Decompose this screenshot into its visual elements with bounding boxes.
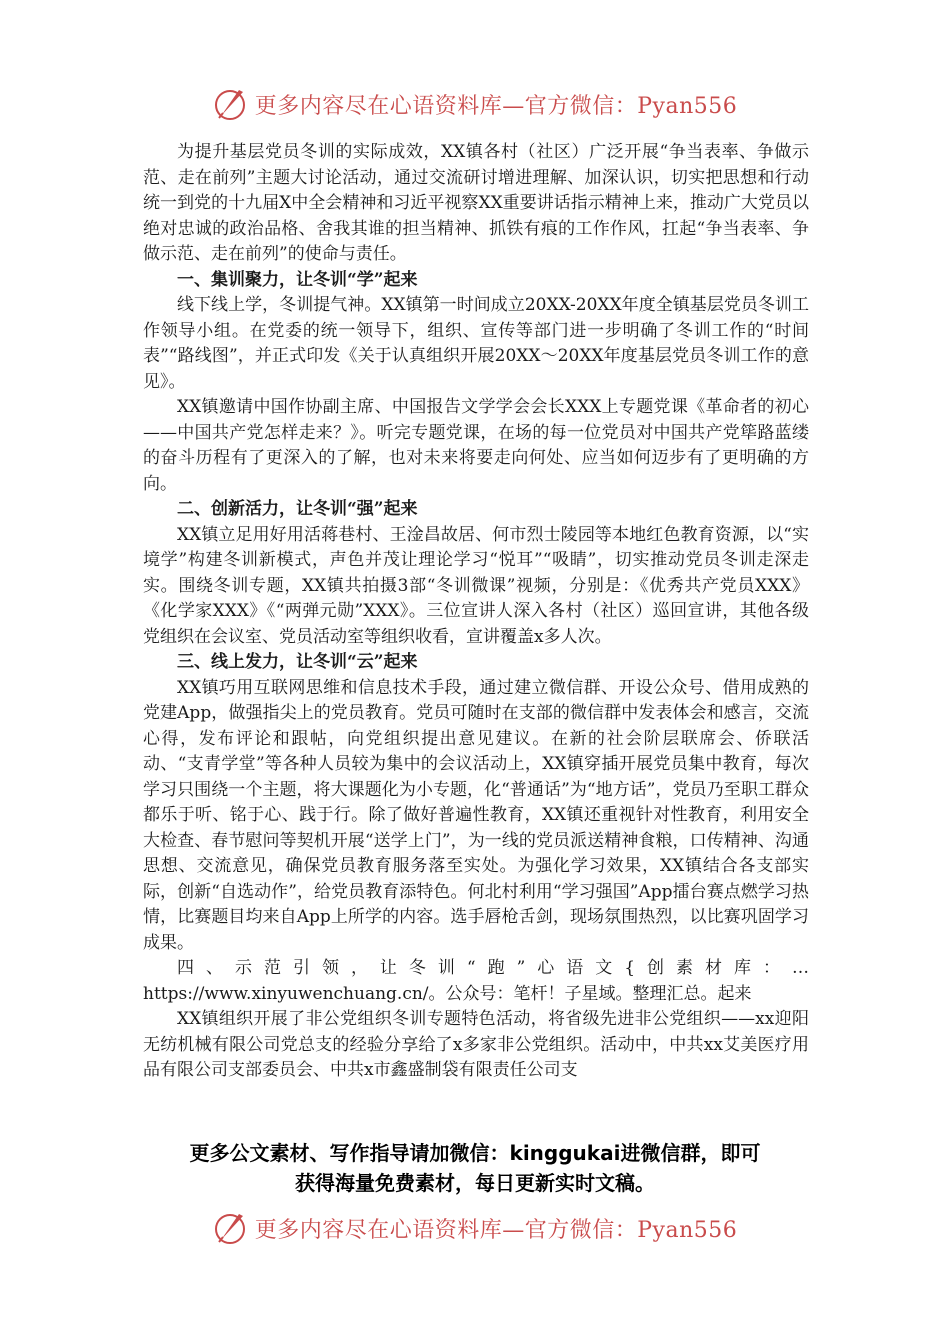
quill-pen-logo-icon	[213, 1210, 249, 1246]
header-banner-text: 更多内容尽在心语资料库—官方微信：Pyan556	[254, 93, 738, 119]
promo-line-2: 获得海量免费素材，每日更新实时文稿。	[295, 1171, 655, 1195]
section-heading-2: 二、创新活力，让冬训“强”起来	[177, 499, 418, 519]
paragraph: 线下线上学，冬训提气神。XX镇第一时间成立20XX-20XX年度全镇基层党员冬训工作领导小组。在党委的统一领导下，组织、宣传等部门进一步明确了冬训工作的“时间表”“路线图”，并正式印发《关于认真组织开展20XX～20XX年度基层党员冬训工作的意见》。	[143, 295, 809, 392]
promo-notice	[100, 1138, 850, 1198]
document-body	[143, 140, 809, 1084]
paragraph-intro: 为提升基层党员冬训的实际成效，XX镇各村（社区）广泛开展“争当表率、争做示范、走在前列”主题大讨论活动，通过交流研讨增进理解、加深认识，切实把思想和行动统一到党的十九届X中全会精神和习近平视察XX重要讲话指示精神上来，推动广大党员以绝对忠诚的政治品格、舍我其谁的担当精神、抓铁有痕的工作作风，扛起“争当表率、争做示范、走在前列”的使命与责任。	[143, 142, 809, 264]
paragraph: XX镇邀请中国作协副主席、中国报告文学学会会长XXX上专题党课《革命者的初心——中国共产党怎样走来？》。听完专题党课，在场的每一位党员对中国共产党筚路蓝缕的奋斗历程有了更深入的了解，也对未来将要走向何处、应当如何迈步有了更明确的方向。	[143, 397, 809, 494]
quill-pen-logo-icon	[213, 86, 249, 122]
promo-line-1: 更多公文素材、写作指导请加微信：kinggukai进微信群，即可	[189, 1141, 761, 1165]
section-heading-1: 一、集训聚力，让冬训“学”起来	[177, 269, 418, 290]
paragraph: XX镇立足用好用活蒋巷村、王淦昌故居、何市烈士陵园等本地红色教育资源，以“实境学”构建冬训新模式，声色并茂让理论学习“悦耳”“吸睛”，切实推动党员冬训走深走实。围绕冬训专题，XX镇共拍摄3部“冬训微课”视频，分别是：《优秀共产党员XXX》《化学家XXX》《“两弹元勋”XXX》。三位宣讲人深入各村（社区）巡回宣讲，其他各级党组织在会议室、党员活动室等组织收看，宣讲覆盖x多人次。	[143, 524, 809, 647]
footer-banner	[0, 1206, 950, 1250]
paragraph: XX镇巧用互联网思维和信息技术手段，通过建立微信群、开设公众号、借用成熟的党建App，做强指尖上的党员教育。党员可随时在支部的微信群中发表体会和感言，交流心得，发布评论和跟帖，向党组织提出意见建议。在新的社会阶层联席会、侨联活动、“支青学堂”等各种人员较为集中的会议活动上，XX镇穿插开展党员集中教育，每次学习只围绕一个主题，将大课题化为小专题，化“普通话”为“地方话”，党员乃至职工群众都乐于听、铭于心、践于行。除了做好普遍性教育，XX镇还重视针对性教育，利用安全大检查、春节慰问等契机开展“送学上门”，为一线的党员派送精神食粮，口传精神、沟通思想、交流意见，确保党员教育服务落至实处。为强化学习效果，XX镇结合各支部实际，创新“自选动作”，给党员教育添特色。何北村利用“学习强国”App擂台赛点燃学习热情，比赛题目均来自App上所学的内容。选手唇枪舌剑，现场氛围热烈，以比赛巩固学习成果。	[143, 677, 809, 953]
section-heading-4-mixed: 四、示范引领，让冬训“跑”心语文{创素材库：…https://www.xinyuwenchuang.cn/。公众号：笔杆！子星域。整理汇总。起来	[143, 958, 809, 1004]
footer-banner-text: 更多内容尽在心语资料库—官方微信：Pyan556	[254, 1217, 738, 1243]
section-heading-3: 三、线上发力，让冬训“云”起来	[177, 652, 418, 672]
header-banner	[0, 82, 950, 126]
paragraph: XX镇组织开展了非公党组织冬训专题特色活动，将省级先进非公党组织——xx迎阳无纺机械有限公司党总支的经验分享给了x多家非公党组织。活动中，中共xx艾美医疗用品有限公司支部委员会、中共x市鑫盛制袋有限责任公司支	[143, 1009, 809, 1080]
